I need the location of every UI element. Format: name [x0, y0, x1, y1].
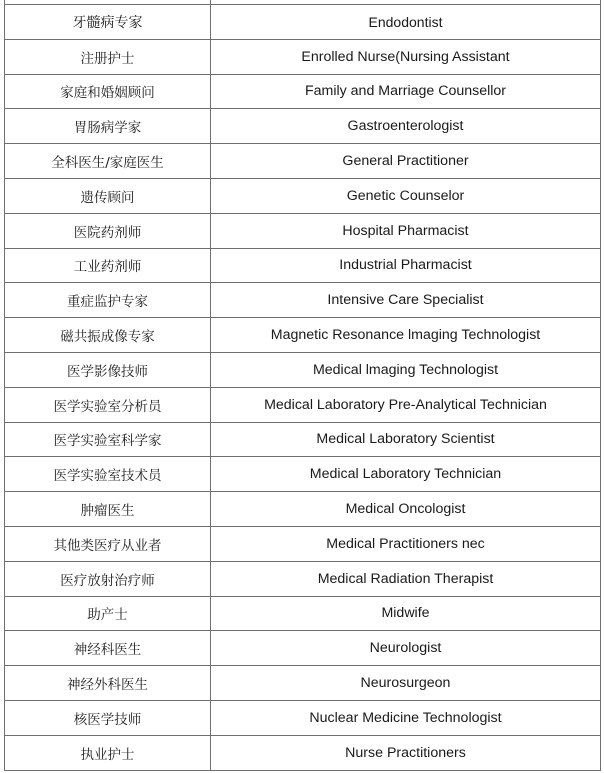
- table-row: [5, 74, 601, 109]
- table-row: [5, 596, 601, 631]
- cell-english-name: Medical Practitioners nec: [211, 526, 601, 561]
- cell-english-name: Medical Laboratory Technician: [211, 457, 601, 492]
- cell-english-name: Enrolled Nurse(Nursing Assistant: [211, 39, 601, 74]
- cell-english-name: Midwife: [211, 596, 601, 631]
- cell-chinese-name: 重症监护专家: [5, 283, 211, 318]
- cell-chinese-name: 遗传顾问: [5, 178, 211, 213]
- cell-english-name: Medical Laboratory Pre-Analytical Technician: [211, 387, 601, 422]
- table-row: [5, 318, 601, 353]
- cell-chinese-name: 医学实验室科学家: [5, 422, 211, 457]
- table-row: [5, 700, 601, 735]
- table-row: [5, 387, 601, 422]
- cell-english-name: Gastroenterologist: [211, 109, 601, 144]
- table-row: [5, 109, 601, 144]
- occupation-table-body: [5, 5, 601, 771]
- table-row: [5, 492, 601, 527]
- occupation-table: [4, 4, 601, 771]
- cell-english-name: Hospital Pharmacist: [211, 213, 601, 248]
- table-row: [5, 213, 601, 248]
- table-row: [5, 735, 601, 770]
- cell-chinese-name: 医院药剂师: [5, 213, 211, 248]
- cell-chinese-name: 工业药剂师: [5, 248, 211, 283]
- cell-english-name: Genetic Counselor: [211, 178, 601, 213]
- cell-english-name: Industrial Pharmacist: [211, 248, 601, 283]
- table-row: [5, 352, 601, 387]
- cell-chinese-name: 医疗放射治疗师: [5, 561, 211, 596]
- cell-english-name: Medical Radiation Therapist: [211, 561, 601, 596]
- table-row: [5, 144, 601, 179]
- cell-english-name: General Practitioner: [211, 144, 601, 179]
- cell-chinese-name: 肿瘤医生: [5, 492, 211, 527]
- cell-english-name: Neurologist: [211, 631, 601, 666]
- cell-chinese-name: 全科医生/家庭医生: [5, 144, 211, 179]
- cell-chinese-name: 神经外科医生: [5, 666, 211, 701]
- table-row: [5, 561, 601, 596]
- table-row: [5, 631, 601, 666]
- table-row: [5, 248, 601, 283]
- cell-chinese-name: 医学影像技师: [5, 352, 211, 387]
- table-row: [5, 526, 601, 561]
- table-row: [5, 39, 601, 74]
- cell-chinese-name: 牙髓病专家: [5, 5, 211, 40]
- table-row: [5, 178, 601, 213]
- cell-chinese-name: 其他类医疗从业者: [5, 526, 211, 561]
- cell-english-name: Neurosurgeon: [211, 666, 601, 701]
- cell-english-name: Medical lmaging Technologist: [211, 352, 601, 387]
- table-row: [5, 422, 601, 457]
- cell-chinese-name: 执业护士: [5, 735, 211, 770]
- cell-chinese-name: 助产士: [5, 596, 211, 631]
- cell-english-name: Family and Marriage Counsellor: [211, 74, 601, 109]
- cell-english-name: Magnetic Resonance lmaging Technologist: [211, 318, 601, 353]
- cell-english-name: Nuclear Medicine Technologist: [211, 700, 601, 735]
- table-row: [5, 457, 601, 492]
- table-row: [5, 666, 601, 701]
- cell-english-name: Medical Laboratory Scientist: [211, 422, 601, 457]
- cell-chinese-name: 神经科医生: [5, 631, 211, 666]
- cell-english-name: Endodontist: [211, 5, 601, 40]
- cell-chinese-name: 磁共振成像专家: [5, 318, 211, 353]
- cell-chinese-name: 家庭和婚姻顾问: [5, 74, 211, 109]
- cell-chinese-name: 医学实验室分析员: [5, 387, 211, 422]
- cell-chinese-name: 核医学技师: [5, 700, 211, 735]
- cell-chinese-name: 注册护士: [5, 39, 211, 74]
- cell-chinese-name: 医学实验室技术员: [5, 457, 211, 492]
- table-row: [5, 5, 601, 40]
- cell-english-name: Nurse Practitioners: [211, 735, 601, 770]
- cell-english-name: Medical Oncologist: [211, 492, 601, 527]
- cell-english-name: Intensive Care Specialist: [211, 283, 601, 318]
- cell-chinese-name: 胃肠病学家: [5, 109, 211, 144]
- table-row: [5, 283, 601, 318]
